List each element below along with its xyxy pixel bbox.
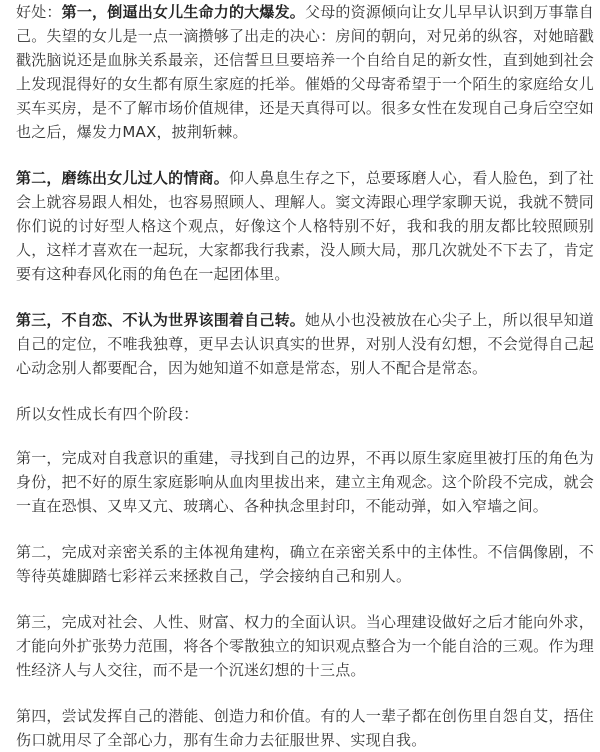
benefit-3-text: 她从小也没被放在心尖子上，所以很早知道自己的定位，不唯我独尊，更早去认识真实的世界，对别人没有幻想，不会觉得自己起心动念别人都要配合，因为她知道不如意是常态，别人不配合是常态。 <box>16 311 594 377</box>
benefit-1-text: 父母的资源倾向让女儿早早认识到万事靠自己。失望的女儿是一点一滴攒够了出走的决心：房间的朝向，对兄弟的纵容，对她暗戳戳洗脑说还是血脉关系最亲，还信誓旦旦要培养一个自给自足的新女性，直到她到社会上发现混得好的女生都有原生家庭的托举。催婚的父母寄希望于一个陌生的家庭给女儿买车买房，是不了解市场价值规律，还是天真得可以。很多女性在发现自己身后空空如也之后，爆发力MAX，披荆斩棘。 <box>16 3 595 141</box>
paragraph-stage-3: 第三，完成对社会、人性、财富、权力的全面认识。当心理建设做好之后才能向外求，才能向外扩张势力范围，将各个零散独立的知识观点整合为一个能自洽的三观。作为理性经济人与人交往，而不是一个沉迷幻想的十三点。 <box>16 613 594 679</box>
paragraph-stage-1: 第一，完成对自我意识的重建，寻找到自己的边界，不再以原生家庭里被打压的角色为身份，把不好的原生家庭影响从血肉里拔出来，建立主角观念。这个阶段不完成，就会一直在恐惧、又卑又亢、玻璃心、各种执念里封印，不能动弹，如入窄墙之间。 <box>16 449 594 515</box>
benefit-3-heading: 第三，不自恋、不认为世界该围着自己转。 <box>16 311 305 329</box>
paragraph-stage-2: 第二，完成对亲密关系的主体视角建构，确立在亲密关系中的主体性。不信偶像剧，不等待英雄脚踏七彩祥云来拯救自己，学会接纳自己和别人。 <box>16 543 594 585</box>
paragraph-benefit-3 <box>16 308 594 380</box>
benefit-1-heading: 第一，倒逼出女儿生命力的大爆发。 <box>61 3 306 21</box>
benefit-2-heading: 第二，磨练出女儿过人的情商。 <box>16 169 229 187</box>
benefit-lead: 好处： <box>16 3 62 21</box>
benefit-2-text: 仰人鼻息生存之下，总要琢磨人心，看人脸色，到了社会上就容易跟人相处，也容易照顾人、理解人。窦文涛跟心理学家聊天说，我就不赞同你们说的讨好型人格这个观点，好像这个人格特别不好，我和我的朋友都比较照顾别人，这样才喜欢在一起玩，大家都我行我素，没人顾大局，那几次就处不下去了，肯定要有这种春风化雨的角色在一起团体里。 <box>16 169 594 283</box>
paragraph-benefit-2 <box>16 166 594 286</box>
paragraph-stages-intro: 所以女性成长有四个阶段： <box>16 405 199 423</box>
paragraph-benefit-1 <box>16 0 594 144</box>
paragraph-stage-4: 第四，尝试发挥自己的潜能、创造力和价值。有的人一辈子都在创伤里自怨自艾，捂住伤口就用尽了全部心力，那有生命力去征服世界、实现自我。 <box>16 707 594 749</box>
